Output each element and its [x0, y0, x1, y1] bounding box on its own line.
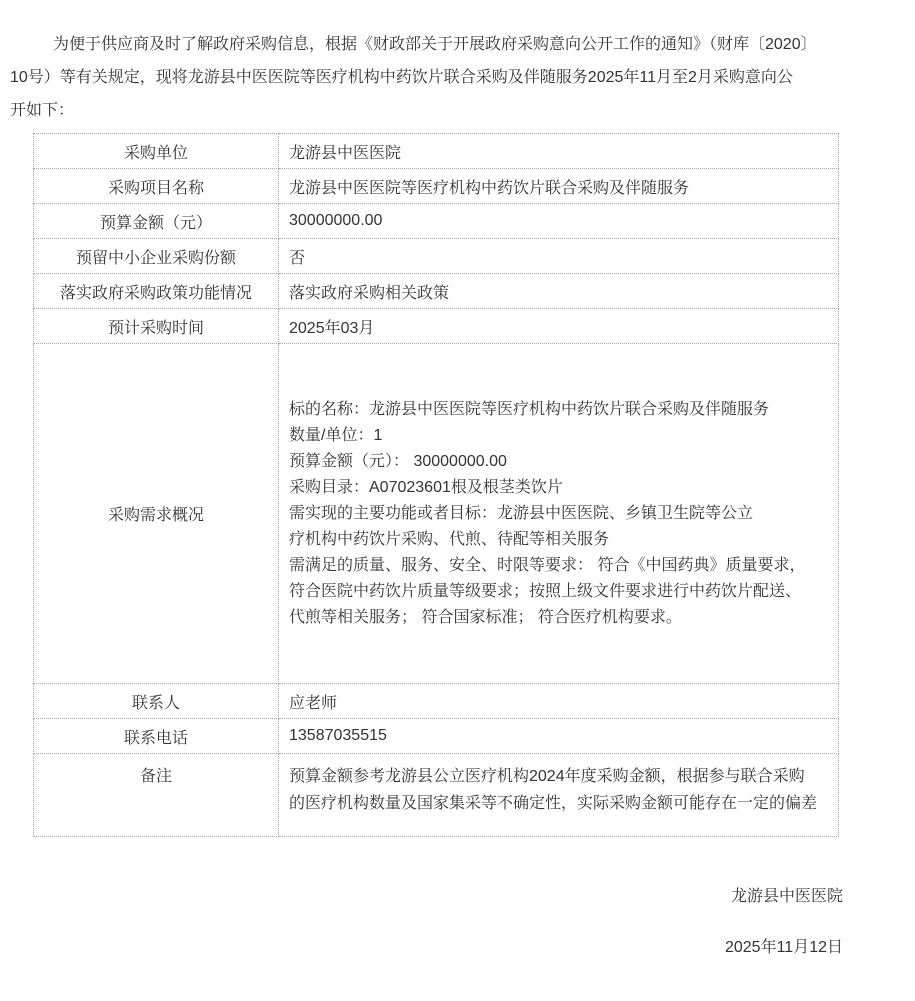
- table-row-sme-reserved-share: [34, 239, 839, 274]
- table-row-budget-amount: [34, 204, 839, 239]
- procurement-intent-table: [33, 133, 839, 837]
- signature-block: [0, 887, 843, 958]
- row-value-policy-implementation: 落实政府采购相关政策: [279, 274, 839, 309]
- row-value-remarks: 预算金额参考龙游县公立医疗机构2024年度采购金额，根据参与联合采购 的医疗机构数量及国家集采等不确定性，实际采购金额可能存在一定的偏差: [279, 754, 839, 837]
- row-label-project-name: 采购项目名称: [34, 169, 279, 204]
- row-value-expected-purchase-time: 2025年03月: [279, 309, 839, 344]
- row-value-budget-amount: 30000000.00: [279, 204, 839, 239]
- intro-line: 10号）等有关规定，现将龙游县中医医院等医疗机构中药饮片联合采购及伴随服务2025年11月至2月采购意向公: [10, 69, 793, 86]
- table-row-contact-phone: [34, 719, 839, 754]
- table-row-demand-overview: [34, 344, 839, 684]
- publish-date: 2025年11月12日: [724, 939, 843, 956]
- row-label-demand-overview: 采购需求概况: [34, 344, 279, 684]
- table-row-expected-purchase-time: [34, 309, 839, 344]
- row-value-project-name: 龙游县中医医院等医疗机构中药饮片联合采购及伴随服务: [279, 169, 839, 204]
- row-value-sme-reserved-share: 否: [279, 239, 839, 274]
- row-label-purchasing-unit: 采购单位: [34, 134, 279, 169]
- intro-paragraph: [10, 28, 905, 127]
- table-row-project-name: [34, 169, 839, 204]
- row-label-expected-purchase-time: 预计采购时间: [34, 309, 279, 344]
- row-value-contact-person: 应老师: [279, 684, 839, 719]
- row-label-contact-phone: 联系电话: [34, 719, 279, 754]
- publisher-name: 龙游县中医医院: [730, 888, 843, 905]
- table-row-policy-implementation: [34, 274, 839, 309]
- intro-line: 为便于供应商及时了解政府采购信息，根据《财政部关于开展政府采购意向公开工作的通知》（财库〔2020〕: [53, 36, 817, 53]
- row-label-budget-amount: 预算金额（元）: [34, 204, 279, 239]
- row-value-demand-overview: 标的名称：龙游县中医医院等医疗机构中药饮片联合采购及伴随服务 数量/单位：1 预算金额（元）： 30000000.00 采购目录：A07023601根及根茎类饮片 需实现的主要功能或者目标：龙游县中医医院、乡镇卫生院等公立 疗机构中药饮片采购、代煎、待配等相关服务 需满足的质量、服务、安全、时限等要求： 符合《中国药典》质量要求， 符合医院中药饮片质量等级要求；按照上级文件要求进行中药饮片配送、 代煎等相关服务； 符合国家标准； 符合医疗机构要求。: [279, 344, 839, 684]
- row-value-contact-phone: 13587035515: [279, 719, 839, 754]
- row-label-policy-implementation: 落实政府采购政策功能情况: [34, 274, 279, 309]
- table-row-purchasing-unit: [34, 134, 839, 169]
- intro-line: 开如下：: [10, 102, 75, 119]
- table-row-contact-person: [34, 684, 839, 719]
- row-label-remarks: 备注: [34, 754, 279, 837]
- row-label-sme-reserved-share: 预留中小企业采购份额: [34, 239, 279, 274]
- row-label-contact-person: 联系人: [34, 684, 279, 719]
- row-value-purchasing-unit: 龙游县中医医院: [279, 134, 839, 169]
- table-row-remarks: [34, 754, 839, 837]
